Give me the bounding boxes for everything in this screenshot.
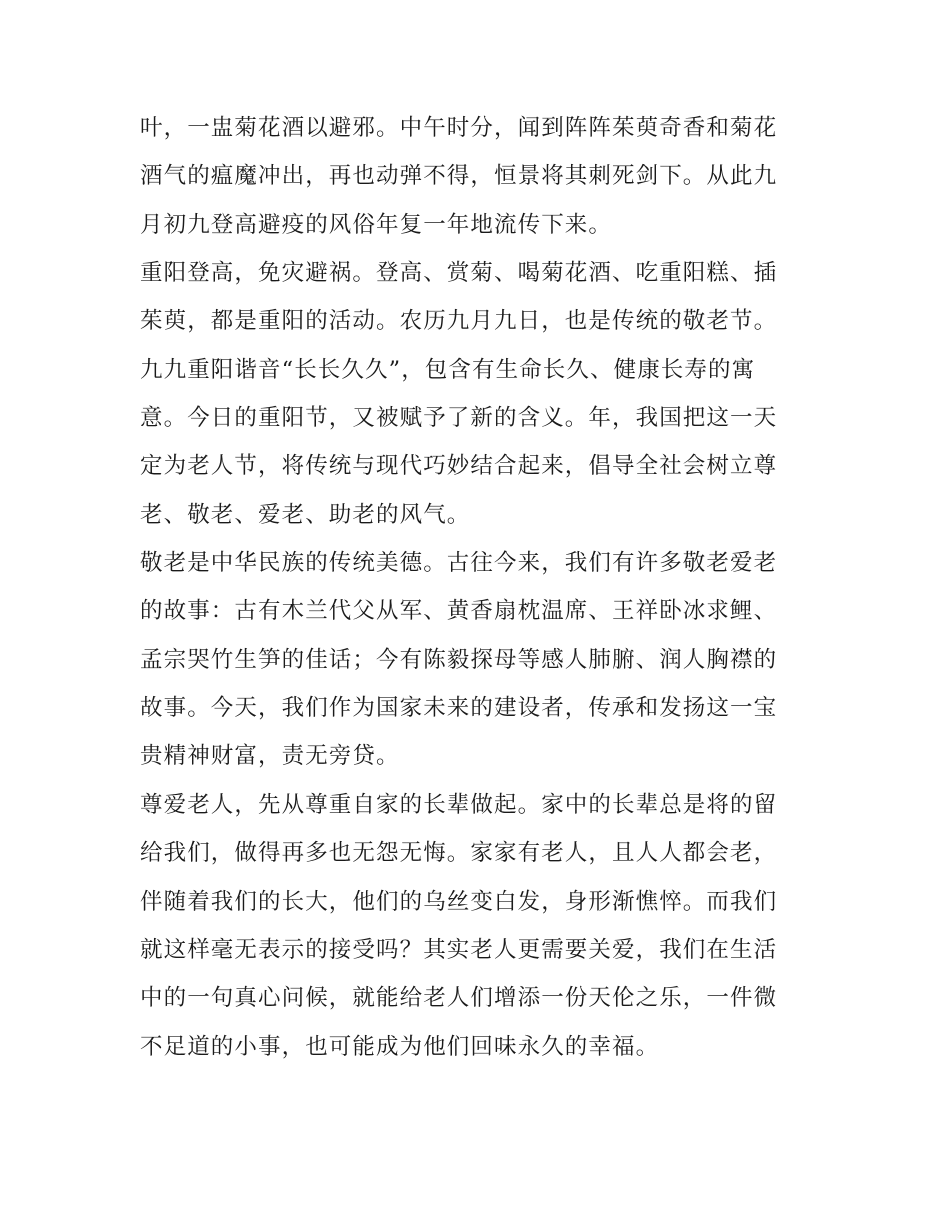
- text-line: 重阳登高，免灾避祸。登高、赏菊、喝菊花酒、吃重阳糕、插: [140, 260, 778, 287]
- text-line: 酒气的瘟魔冲出，再也动弹不得，恒景将其刺死剑下。从此九: [140, 163, 778, 190]
- text-line: 茱萸，都是重阳的活动。农历九月九日，也是传统的敬老节。: [140, 308, 778, 335]
- text-line: 故事。今天，我们作为国家未来的建设者，传承和发扬这一宝: [140, 695, 778, 722]
- text-line: 意。今日的重阳节，又被赋予了新的含义。年，我国把这一天: [140, 405, 778, 432]
- text-line: 叶，一盅菊花酒以避邪。中午时分，闻到阵阵茱萸奇香和菊花: [140, 115, 778, 141]
- text-line: 月初九登高避疫的风俗年复一年地流传下来。: [140, 211, 613, 238]
- text-line: 尊爱老人，先从尊重自家的长辈做起。家中的长辈总是将的留: [140, 791, 778, 818]
- text-line: 老、敬老、爱老、助老的风气。: [140, 501, 471, 528]
- text-line: 孟宗哭竹生笋的佳话；今有陈毅探母等感人肺腑、润人胸襟的: [140, 646, 778, 673]
- text-line: 不足道的小事，也可能成为他们回味永久的幸福。: [140, 1033, 660, 1060]
- paragraph-double-ninth-customs: [140, 249, 816, 539]
- text-line: 给我们，做得再多也无怨无悔。家家有老人，且人人都会老，: [140, 840, 778, 867]
- text-line: 贵精神财富，责无旁贷。: [140, 743, 400, 770]
- text-line: 中的一句真心问候，就能给老人们增添一份天伦之乐，一件微: [140, 985, 778, 1012]
- text-line: 伴随着我们的长大，他们的乌丝变白发，身形渐憔悴。而我们: [140, 888, 778, 915]
- text-line: 敬老是中华民族的传统美德。古往今来，我们有许多敬老爱老: [140, 550, 778, 577]
- document-page: [140, 104, 816, 1071]
- paragraph-legend-ending: [140, 104, 816, 249]
- text-line: 就这样毫无表示的接受吗？其实老人更需要关爱，我们在生活: [140, 936, 778, 963]
- paragraph-respecting-elders-tradition: [140, 539, 816, 781]
- text-line: 九九重阳谐音“长长久久”，包含有生命长久、健康长寿的寓: [140, 356, 756, 383]
- text-line: 的故事：古有木兰代父从军、黄香扇枕温席、王祥卧冰求鲤、: [140, 598, 778, 625]
- paragraph-caring-for-elders: [140, 781, 816, 1071]
- text-line: 定为老人节，将传统与现代巧妙结合起来，倡导全社会树立尊: [140, 453, 778, 480]
